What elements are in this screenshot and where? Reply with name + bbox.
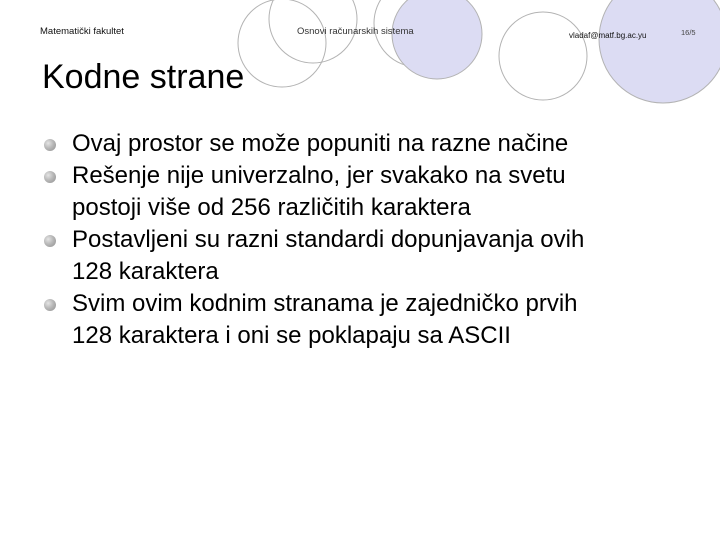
header-course: Osnovi računarskih sistema <box>297 26 414 37</box>
bullet-icon <box>44 299 56 311</box>
page-number: 16/5 <box>681 28 696 37</box>
header-email: vladaf@matf.bg.ac.yu <box>569 31 647 40</box>
bullet-text: Postavljeni su razni standardi dopunjavanja ovih 128 karaktera <box>72 226 585 285</box>
deco-circle <box>238 0 326 87</box>
bullet-icon <box>44 171 56 183</box>
bullet-list <box>0 128 620 352</box>
deco-circle <box>499 12 587 100</box>
bullet-text: Svim ovim kodnim stranama je zajedničko prvih 128 karaktera i oni se poklapaju sa ASCII <box>72 290 578 349</box>
bullet-item <box>0 128 620 160</box>
bullet-text: Ovaj prostor se može popuniti na razne načine <box>72 130 569 157</box>
slide-title: Kodne strane <box>42 58 245 96</box>
deco-circle-filled <box>392 0 482 79</box>
header-faculty: Matematički fakultet <box>40 26 124 37</box>
bullet-icon <box>44 139 56 151</box>
bullet-text: Rešenje nije univerzalno, jer svakako na svetu postoji više od 256 različitih karaktera <box>72 162 566 221</box>
bullet-item <box>0 288 620 352</box>
bullet-item <box>0 160 620 224</box>
deco-circle-filled <box>599 0 720 103</box>
bullet-icon <box>44 235 56 247</box>
bullet-item <box>0 224 620 288</box>
